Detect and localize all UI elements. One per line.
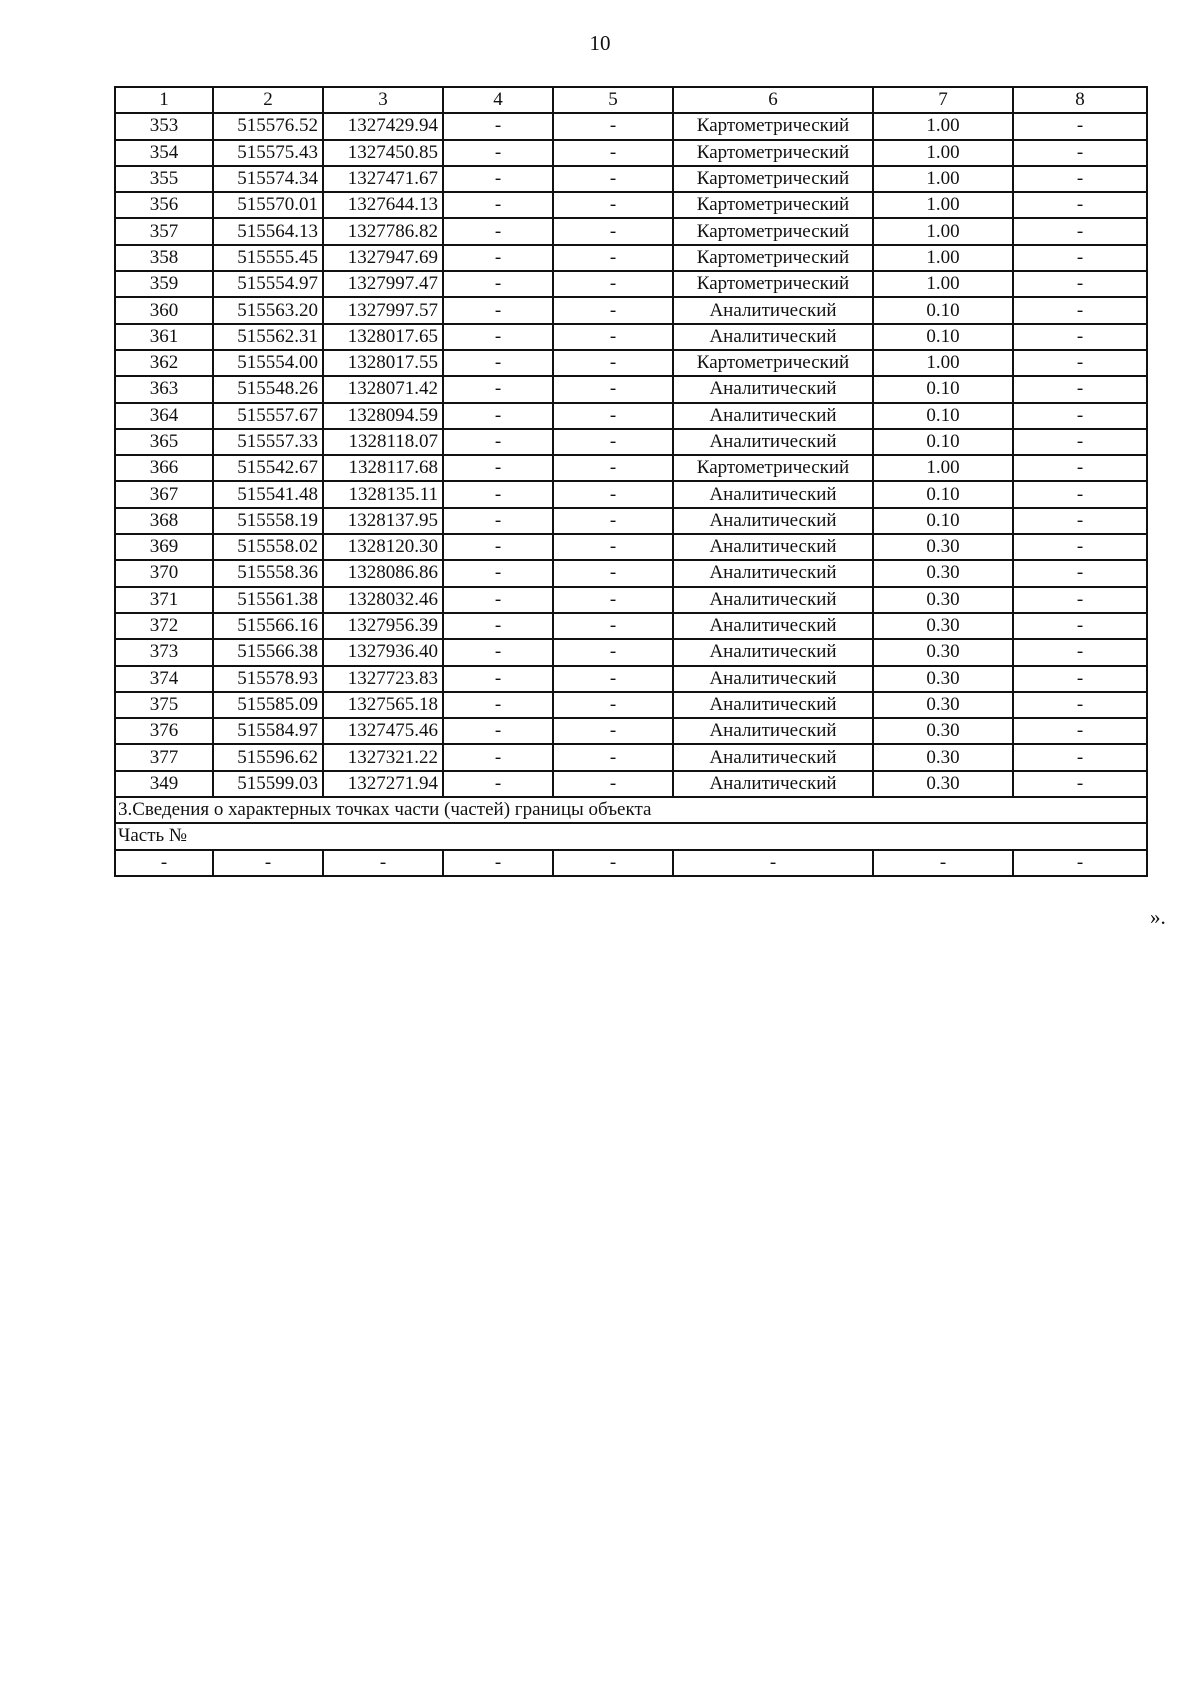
table-cell: 367	[115, 481, 213, 507]
table-row	[115, 245, 1147, 271]
table-cell: 0.10	[873, 508, 1013, 534]
table-cell: -	[1013, 692, 1147, 718]
table-cell: Аналитический	[673, 429, 873, 455]
column-header: 2	[213, 87, 323, 113]
table-cell: 1327644.13	[323, 192, 443, 218]
table-row	[115, 534, 1147, 560]
table-cell: -	[1013, 560, 1147, 586]
column-header: 5	[553, 87, 673, 113]
column-header: 6	[673, 87, 873, 113]
table-cell: 1328086.86	[323, 560, 443, 586]
table-cell: -	[1013, 218, 1147, 244]
table-cell: 1.00	[873, 192, 1013, 218]
table-cell: -	[443, 692, 553, 718]
table-cell: -	[553, 429, 673, 455]
table-cell: Аналитический	[673, 666, 873, 692]
table-cell: -	[1013, 140, 1147, 166]
table-cell: -	[553, 245, 673, 271]
table-cell: 0.30	[873, 771, 1013, 797]
table-cell: Аналитический	[673, 508, 873, 534]
table-cell: 515585.09	[213, 692, 323, 718]
table-cell: -	[443, 429, 553, 455]
table-cell: -	[553, 534, 673, 560]
column-header: 4	[443, 87, 553, 113]
table-cell: 515599.03	[213, 771, 323, 797]
table-cell: -	[1013, 245, 1147, 271]
table-cell: Аналитический	[673, 718, 873, 744]
table-cell: 1327947.69	[323, 245, 443, 271]
table-cell: Аналитический	[673, 613, 873, 639]
table-cell: Аналитический	[673, 771, 873, 797]
table-cell: -	[443, 587, 553, 613]
section-title: 3.Сведения о характерных точках части (частей) границы объекта	[115, 797, 1147, 823]
table-row	[115, 692, 1147, 718]
table-cell: 1.00	[873, 113, 1013, 139]
table-cell: 361	[115, 324, 213, 350]
table-cell: 0.10	[873, 403, 1013, 429]
table-cell: 0.30	[873, 587, 1013, 613]
page-number: 10	[589, 31, 611, 55]
closing-quote: ».	[1150, 905, 1166, 929]
table-cell: -	[553, 560, 673, 586]
table-cell: 0.10	[873, 324, 1013, 350]
table-row	[115, 140, 1147, 166]
table-cell: -	[1013, 429, 1147, 455]
table-cell: -	[1013, 666, 1147, 692]
table-cell: 1328120.30	[323, 534, 443, 560]
table-cell: Картометрический	[673, 350, 873, 376]
table-cell: -	[553, 403, 673, 429]
table-cell: 515566.38	[213, 639, 323, 665]
table-cell: -	[553, 692, 673, 718]
table-cell: 515576.52	[213, 113, 323, 139]
table-cell: 0.30	[873, 692, 1013, 718]
table-cell: -	[443, 271, 553, 297]
table-cell: -	[1013, 850, 1147, 876]
table-cell: 355	[115, 166, 213, 192]
table-cell: -	[443, 192, 553, 218]
table-cell: 1328118.07	[323, 429, 443, 455]
table-cell: 1328135.11	[323, 481, 443, 507]
table-cell: -	[1013, 771, 1147, 797]
column-header: 3	[323, 87, 443, 113]
table-cell: -	[1013, 587, 1147, 613]
table-cell: -	[443, 666, 553, 692]
table-cell: -	[443, 166, 553, 192]
table-cell: -	[443, 534, 553, 560]
table-cell: Аналитический	[673, 744, 873, 770]
table-cell: 359	[115, 271, 213, 297]
table-cell: 1327475.46	[323, 718, 443, 744]
table-cell: -	[1013, 192, 1147, 218]
column-header: 1	[115, 87, 213, 113]
part-label: Часть №	[115, 823, 1147, 849]
table-cell: -	[673, 850, 873, 876]
table-cell: 1327271.94	[323, 771, 443, 797]
table-cell: 1.00	[873, 350, 1013, 376]
table-row	[115, 297, 1147, 323]
table-row	[115, 771, 1147, 797]
table-cell: -	[1013, 271, 1147, 297]
column-header: 7	[873, 87, 1013, 113]
table-cell: 375	[115, 692, 213, 718]
table-cell: -	[1013, 403, 1147, 429]
table-cell: -	[443, 218, 553, 244]
table-cell: Картометрический	[673, 192, 873, 218]
table-cell: 515554.97	[213, 271, 323, 297]
table-cell: Аналитический	[673, 403, 873, 429]
table-cell: -	[553, 455, 673, 481]
part-label-row	[115, 823, 1147, 849]
table-cell: 515564.13	[213, 218, 323, 244]
table-cell: 0.30	[873, 718, 1013, 744]
table-cell: 0.30	[873, 534, 1013, 560]
table-cell: Аналитический	[673, 639, 873, 665]
table-row	[115, 744, 1147, 770]
table-cell: Аналитический	[673, 376, 873, 402]
table-header-row	[115, 87, 1147, 113]
table-cell: 1.00	[873, 455, 1013, 481]
table-cell: Картометрический	[673, 245, 873, 271]
empty-part-row	[115, 850, 1147, 876]
column-header: 8	[1013, 87, 1147, 113]
table-cell: -	[553, 666, 673, 692]
table-cell: 515554.00	[213, 350, 323, 376]
table-cell: -	[443, 639, 553, 665]
table-cell: 0.30	[873, 639, 1013, 665]
table-row	[115, 718, 1147, 744]
table-cell: -	[1013, 297, 1147, 323]
table-cell: Аналитический	[673, 481, 873, 507]
table-cell: 376	[115, 718, 213, 744]
table-cell: -	[553, 113, 673, 139]
table-cell: -	[1013, 350, 1147, 376]
table-cell: 372	[115, 613, 213, 639]
table-cell: -	[1013, 613, 1147, 639]
table-cell: 515596.62	[213, 744, 323, 770]
table-cell: 1327786.82	[323, 218, 443, 244]
table-cell: 515563.20	[213, 297, 323, 323]
table-cell: 1327471.67	[323, 166, 443, 192]
table-row	[115, 192, 1147, 218]
table-cell: 515561.38	[213, 587, 323, 613]
table-cell: -	[1013, 376, 1147, 402]
table-cell: -	[1013, 744, 1147, 770]
table-row	[115, 613, 1147, 639]
table-cell: 0.30	[873, 613, 1013, 639]
table-cell: 515566.16	[213, 613, 323, 639]
table-cell: 1327321.22	[323, 744, 443, 770]
table-cell: -	[443, 113, 553, 139]
table-cell: Картометрический	[673, 218, 873, 244]
table-cell: 358	[115, 245, 213, 271]
table-cell: 0.10	[873, 376, 1013, 402]
table-row	[115, 429, 1147, 455]
table-row	[115, 403, 1147, 429]
table-cell: 515570.01	[213, 192, 323, 218]
table-cell: -	[553, 850, 673, 876]
table-cell: -	[553, 613, 673, 639]
table-cell: -	[553, 297, 673, 323]
table-cell: -	[443, 403, 553, 429]
table-cell: -	[553, 639, 673, 665]
table-cell: -	[443, 508, 553, 534]
table-cell: -	[1013, 639, 1147, 665]
table-cell: 362	[115, 350, 213, 376]
table-cell: 353	[115, 113, 213, 139]
table-cell: 377	[115, 744, 213, 770]
table-cell: 515558.19	[213, 508, 323, 534]
table-cell: 1327997.47	[323, 271, 443, 297]
table-cell: -	[323, 850, 443, 876]
table-cell: 515575.43	[213, 140, 323, 166]
table-cell: 1328071.42	[323, 376, 443, 402]
table-row	[115, 218, 1147, 244]
table-cell: 1328017.55	[323, 350, 443, 376]
table-cell: 0.10	[873, 429, 1013, 455]
table-cell: 515558.02	[213, 534, 323, 560]
table-cell: 515584.97	[213, 718, 323, 744]
table-row	[115, 376, 1147, 402]
table-cell: -	[1013, 113, 1147, 139]
table-row	[115, 324, 1147, 350]
table-cell: Аналитический	[673, 692, 873, 718]
table-cell: 515562.31	[213, 324, 323, 350]
table-cell: Картометрический	[673, 271, 873, 297]
table-cell: -	[1013, 166, 1147, 192]
table-cell: 515542.67	[213, 455, 323, 481]
table-cell: 371	[115, 587, 213, 613]
table-cell: 515548.26	[213, 376, 323, 402]
table-row	[115, 166, 1147, 192]
table-cell: -	[1013, 455, 1147, 481]
table-row	[115, 587, 1147, 613]
table-row	[115, 666, 1147, 692]
table-cell: 0.30	[873, 666, 1013, 692]
table-row	[115, 271, 1147, 297]
table-cell: -	[553, 587, 673, 613]
table-cell: -	[443, 771, 553, 797]
table-cell: -	[213, 850, 323, 876]
table-cell: -	[443, 245, 553, 271]
table-cell: -	[115, 850, 213, 876]
table-row	[115, 113, 1147, 139]
table-cell: -	[443, 613, 553, 639]
table-cell: 369	[115, 534, 213, 560]
table-cell: 1327723.83	[323, 666, 443, 692]
table-cell: -	[553, 481, 673, 507]
table-cell: Аналитический	[673, 324, 873, 350]
table-cell: -	[443, 376, 553, 402]
table-cell: 373	[115, 639, 213, 665]
table-cell: Аналитический	[673, 587, 873, 613]
table-cell: 1.00	[873, 271, 1013, 297]
table-cell: -	[1013, 534, 1147, 560]
table-cell: 368	[115, 508, 213, 534]
table-cell: 0.10	[873, 481, 1013, 507]
table-row	[115, 639, 1147, 665]
table-cell: Аналитический	[673, 534, 873, 560]
table-cell: 515555.45	[213, 245, 323, 271]
table-cell: -	[1013, 481, 1147, 507]
table-cell: -	[553, 744, 673, 770]
table-cell: 1328117.68	[323, 455, 443, 481]
table-cell: 0.10	[873, 297, 1013, 323]
table-cell: -	[553, 376, 673, 402]
table-cell: 374	[115, 666, 213, 692]
table-cell: -	[443, 324, 553, 350]
table-cell: 515574.34	[213, 166, 323, 192]
table-cell: 1327565.18	[323, 692, 443, 718]
table-cell: -	[443, 718, 553, 744]
table-cell: -	[553, 166, 673, 192]
table-cell: -	[553, 718, 673, 744]
table-cell: 1327429.94	[323, 113, 443, 139]
table-cell: Картометрический	[673, 166, 873, 192]
table-cell: 1327936.40	[323, 639, 443, 665]
section-title-row	[115, 797, 1147, 823]
table-cell: -	[443, 744, 553, 770]
table-cell: 1.00	[873, 166, 1013, 192]
table-cell: 0.30	[873, 744, 1013, 770]
table-cell: -	[553, 324, 673, 350]
table-cell: -	[1013, 324, 1147, 350]
table-cell: Картометрический	[673, 140, 873, 166]
table-cell: 1327450.85	[323, 140, 443, 166]
table-cell: -	[443, 850, 553, 876]
table-cell: 357	[115, 218, 213, 244]
table-cell: -	[1013, 508, 1147, 534]
table-cell: 365	[115, 429, 213, 455]
table-cell: -	[443, 350, 553, 376]
table-cell: -	[873, 850, 1013, 876]
table-cell: 1328017.65	[323, 324, 443, 350]
table-row	[115, 508, 1147, 534]
table-cell: -	[553, 771, 673, 797]
table-cell: 366	[115, 455, 213, 481]
table-row	[115, 350, 1147, 376]
table-cell: 1327997.57	[323, 297, 443, 323]
table-cell: Аналитический	[673, 560, 873, 586]
table-cell: 363	[115, 376, 213, 402]
table-cell: 0.30	[873, 560, 1013, 586]
table-cell: -	[553, 218, 673, 244]
table-cell: 370	[115, 560, 213, 586]
table-cell: Картометрический	[673, 113, 873, 139]
table-cell: 515557.67	[213, 403, 323, 429]
table-cell: 1328032.46	[323, 587, 443, 613]
table-cell: -	[443, 455, 553, 481]
table-cell: 1328094.59	[323, 403, 443, 429]
table-cell: -	[1013, 718, 1147, 744]
table-cell: 515578.93	[213, 666, 323, 692]
table-cell: -	[443, 297, 553, 323]
table-cell: 360	[115, 297, 213, 323]
table-row	[115, 455, 1147, 481]
table-row	[115, 481, 1147, 507]
table-cell: 1328137.95	[323, 508, 443, 534]
table-cell: Картометрический	[673, 455, 873, 481]
table-cell: 515557.33	[213, 429, 323, 455]
table-cell: 1327956.39	[323, 613, 443, 639]
table-cell: -	[443, 481, 553, 507]
table-cell: 1.00	[873, 218, 1013, 244]
table-cell: -	[553, 192, 673, 218]
table-cell: 515541.48	[213, 481, 323, 507]
table-cell: 354	[115, 140, 213, 166]
table-cell: -	[553, 350, 673, 376]
table-cell: Аналитический	[673, 297, 873, 323]
table-cell: -	[553, 508, 673, 534]
table-row	[115, 560, 1147, 586]
coordinates-table	[114, 86, 1148, 877]
table-cell: -	[553, 271, 673, 297]
table-cell: -	[443, 560, 553, 586]
table-cell: 515558.36	[213, 560, 323, 586]
table-cell: -	[553, 140, 673, 166]
table-cell: 364	[115, 403, 213, 429]
table-cell: 356	[115, 192, 213, 218]
table-cell: -	[443, 140, 553, 166]
table-cell: 349	[115, 771, 213, 797]
table-cell: 1.00	[873, 245, 1013, 271]
table-cell: 1.00	[873, 140, 1013, 166]
